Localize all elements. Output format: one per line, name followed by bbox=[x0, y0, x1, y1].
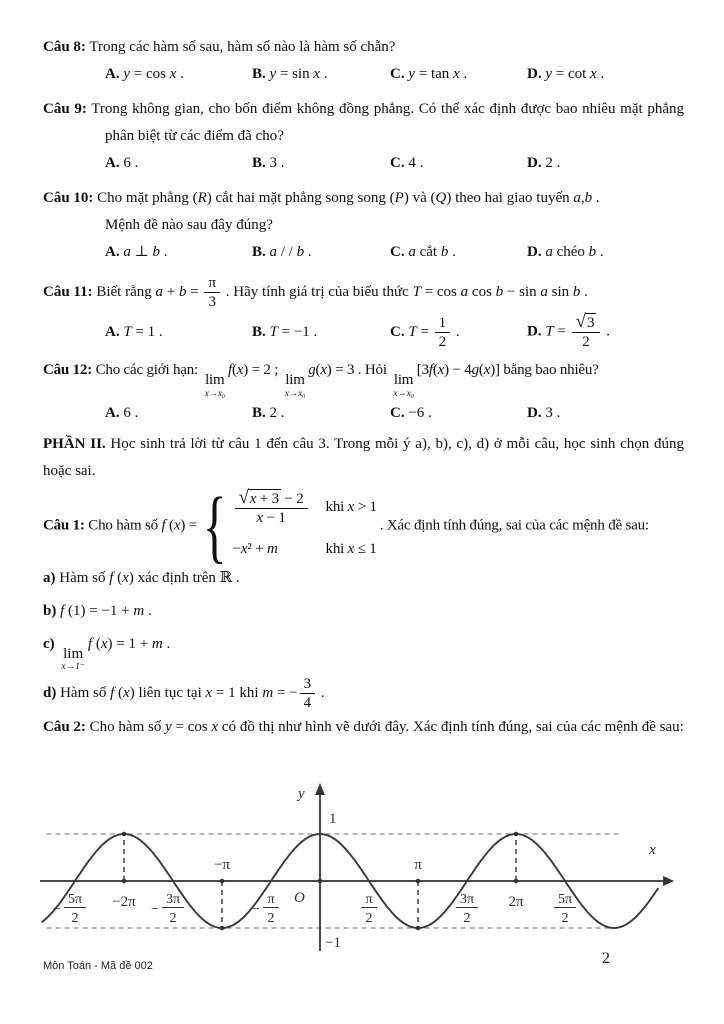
limit-notation: lim x→x₀ bbox=[204, 372, 226, 399]
svg-text:π: π bbox=[267, 892, 275, 907]
footer-text: Môn Toán - Mã đề 002 bbox=[43, 960, 153, 972]
option-d: D. 3 . bbox=[527, 404, 561, 421]
question-10-text2: Mệnh đề nào sau đây đúng? bbox=[105, 217, 273, 233]
piecewise-row1-fraction: √ x + 3 − 2 x − 1 bbox=[235, 489, 308, 527]
question-9-options bbox=[43, 150, 684, 177]
question-8-options bbox=[43, 61, 684, 88]
svg-text:−π: −π bbox=[213, 857, 231, 873]
svg-text:2: 2 bbox=[463, 911, 471, 926]
option-a: A. 6 . bbox=[105, 404, 139, 421]
question-10-options bbox=[43, 239, 684, 266]
question-8 bbox=[43, 34, 684, 61]
sqrt-icon: √ x + 3 bbox=[238, 486, 279, 508]
part2-question-2-label: Câu 2: bbox=[43, 719, 86, 736]
svg-text:3π: 3π bbox=[165, 892, 181, 907]
option-a: A. y = cos x . bbox=[105, 66, 184, 82]
sqrt3-over-2-fraction: √ 3 2 bbox=[572, 313, 601, 351]
svg-text:2π: 2π bbox=[508, 894, 524, 910]
svg-text:2: 2 bbox=[169, 911, 177, 926]
svg-text:−: − bbox=[53, 902, 61, 917]
svg-text:2: 2 bbox=[561, 911, 569, 926]
part2-question-2 bbox=[43, 714, 684, 741]
option-d: D. 2 . bbox=[527, 155, 561, 171]
svg-text:5π: 5π bbox=[557, 892, 573, 907]
item-b-label: b) bbox=[43, 602, 57, 619]
limit-notation: lim x→1⁻ bbox=[61, 645, 85, 673]
piecewise-function: { √ x + 3 − 2 x − 1 khi x > 1 −x² + m khi x ≤ 1 bbox=[203, 479, 377, 571]
question-11-options bbox=[43, 313, 684, 351]
question-12: Câu 12: Cho các giới hạn: lim x→x₀ f(x) = 2 ; lim x→x₀ g(x) = 3 . Hỏi lim x→x₀ [3f(x) − 4g(x)] bằng bao nhiêu? bbox=[43, 362, 599, 399]
exam-content bbox=[43, 34, 684, 741]
svg-text:π: π bbox=[365, 892, 373, 907]
item-b: b) f (1) = −1 + m . bbox=[43, 602, 152, 619]
question-9-text: Trong không gian, cho bốn điểm không đồng phẳng. Có thể xác định được bao nhiêu mặt phẳng phân biệt từ các điểm đã cho? bbox=[91, 101, 684, 144]
question-8-text: Trong các hàm số sau, hàm số nào là hàm số chẵn? bbox=[89, 39, 396, 55]
option-a: A. a ⊥ b . bbox=[105, 244, 168, 260]
svg-text:−1: −1 bbox=[325, 935, 341, 951]
item-c-label: c) bbox=[43, 635, 55, 652]
svg-text:−2π: −2π bbox=[112, 894, 136, 910]
svg-text:5π: 5π bbox=[67, 892, 83, 907]
part2-header-text: Học sinh trả lời từ câu 1 đến câu 3. Trong mỗi ý a), b), c), d) ở mỗi câu, học sinh chọn đúng hoặc sai. bbox=[43, 435, 684, 479]
option-d: D. T = √ 3 2 . bbox=[527, 311, 610, 350]
option-c: C. a cắt b . bbox=[390, 244, 456, 260]
option-a: A. T = 1 . bbox=[105, 323, 163, 340]
question-10 bbox=[43, 185, 684, 212]
svg-text:3π: 3π bbox=[459, 892, 475, 907]
question-10-text: Cho mặt phẳng (R) cắt hai mặt phẳng song song (P) và (Q) theo hai giao tuyến a,b . bbox=[97, 190, 600, 206]
item-a-label: a) bbox=[43, 569, 56, 586]
svg-text:1: 1 bbox=[329, 811, 337, 827]
option-d: D. y = cot x . bbox=[527, 66, 605, 82]
svg-text:y: y bbox=[298, 786, 305, 802]
svg-text:−: − bbox=[151, 902, 159, 917]
option-c: C. y = tan x . bbox=[390, 66, 468, 82]
option-b: B. 2 . bbox=[252, 404, 285, 421]
option-c: C. −6 . bbox=[390, 404, 432, 421]
item-d: d) Hàm số f (x) liên tục tại x = 1 khi m = − $\frac{3}{4}$ . bbox=[43, 676, 325, 712]
option-b: B. y = sin x . bbox=[252, 66, 328, 82]
svg-text:O: O bbox=[294, 890, 305, 906]
svg-text:2: 2 bbox=[267, 911, 275, 926]
one-half-fraction: $\frac{1}{2}$ bbox=[435, 314, 451, 351]
sqrt-icon: √ 3 bbox=[575, 311, 595, 332]
page-number: 2 bbox=[602, 950, 610, 967]
svg-text:−: − bbox=[252, 902, 260, 917]
part2-header-label: PHẦN II. bbox=[43, 435, 106, 452]
brace-icon: { bbox=[203, 479, 227, 571]
option-a: A. 6 . bbox=[105, 155, 139, 171]
three-quarters-fraction: $\frac{3}{4}$ bbox=[300, 675, 316, 712]
part2-question-2-text: Cho hàm số y = cos x có đồ thị như hình vẽ dưới đây. Xác định tính đúng, sai của các mệnh đề sau: bbox=[89, 719, 684, 736]
item-a: a) Hàm số f (x) xác định trên ℝ . bbox=[43, 569, 240, 586]
limit-notation: lim x→x₀ bbox=[284, 372, 306, 399]
option-c: C. T = $\frac{1}{2}$ . bbox=[390, 314, 460, 350]
part2-question-1: Câu 1: Cho hàm số f (x) = { √ x + 3 − 2 x − 1 khi x > 1 −x² + m khi x ≤ 1 . Xác định tính đúng, sai của các mệnh đề sau: bbox=[43, 479, 649, 571]
question-12-options bbox=[43, 400, 684, 427]
option-d: D. a chéo b . bbox=[527, 244, 604, 260]
option-b: B. a / / b . bbox=[252, 244, 312, 260]
svg-text:π: π bbox=[414, 857, 422, 873]
svg-text:2: 2 bbox=[365, 911, 373, 926]
item-c: c) lim x→1⁻ f (x) = 1 + m . bbox=[43, 635, 171, 673]
part2-header bbox=[43, 431, 684, 485]
pi-over-3-fraction: $\frac{\pi}{3}$ bbox=[204, 274, 220, 311]
question-12-label: Câu 12: bbox=[43, 362, 93, 378]
question-9-label: Câu 9: bbox=[43, 101, 87, 117]
question-9 bbox=[43, 96, 684, 150]
option-c: C. 4 . bbox=[390, 155, 424, 171]
option-b: B. 3 . bbox=[252, 155, 285, 171]
cosine-graph-svg bbox=[40, 780, 680, 956]
svg-text:2: 2 bbox=[71, 911, 79, 926]
question-10-label: Câu 10: bbox=[43, 190, 94, 206]
svg-text:x: x bbox=[649, 842, 656, 858]
part2-question-1-label: Câu 1: bbox=[43, 517, 85, 534]
question-11-label: Câu 11: bbox=[43, 283, 93, 300]
question-8-label: Câu 8: bbox=[43, 39, 86, 55]
option-b: B. T = −1 . bbox=[252, 323, 318, 340]
question-11: Câu 11: Biết rằng a + b = $\frac{\pi}{3}$ . Hãy tính giá trị của biểu thức T = cos a cos b − sin a sin b . bbox=[43, 275, 588, 310]
item-d-label: d) bbox=[43, 685, 57, 702]
limit-notation: lim x→x₀ bbox=[393, 372, 414, 399]
